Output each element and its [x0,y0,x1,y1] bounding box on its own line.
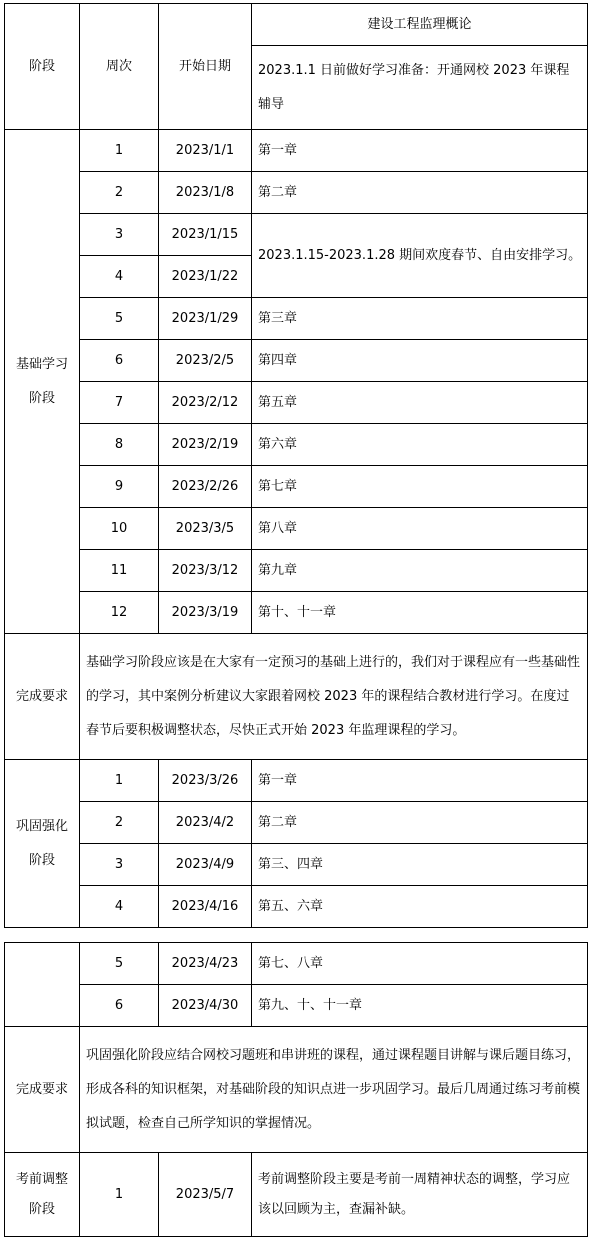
week-cell: 5 [80,943,159,985]
content-cell: 第九、十、十一章 [252,985,588,1027]
content-cell: 第三章 [252,298,588,340]
date-cell: 2023/2/5 [159,340,252,382]
content-cell: 第七章 [252,466,588,508]
header-subject: 建设工程监理概论 [252,4,588,46]
week-cell: 7 [80,382,159,424]
consolidation-stage-label-line2: 阶段 [28,852,55,868]
date-cell: 2023/1/1 [159,130,252,172]
content-cell: 第五、六章 [252,886,588,928]
content-cell: 第二章 [252,172,588,214]
header-week: 周次 [80,4,159,130]
basic-requirement-text: 基础学习阶段应该是在大家有一定预习的基础上进行的，我们对于课程应有一些基础性的学习，其中案例分析建议大家跟着网校 2023 年的课程结合教材进行学习。在度过春节后要积极调整状态，尽快正式开始 2023 年监理课程的学习。 [80,634,588,760]
date-cell: 2023/4/9 [159,844,252,886]
consolidation-requirement-label: 完成要求 [5,1027,80,1153]
date-cell: 2023/2/19 [159,424,252,466]
study-plan-table-part2 [4,942,588,1237]
consolidation-requirement-text: 巩固强化阶段应结合网校习题班和串讲班的课程，通过课程题目讲解与课后题目练习，形成各科的知识框架，对基础阶段的知识点进一步巩固学习。最后几周通过练习考前模拟试题，检查自己所学知识的掌握情况。 [80,1027,588,1153]
content-cell: 第一章 [252,130,588,172]
final-stage-label-line1: 考前调整 [15,1171,68,1187]
date-cell: 2023/4/23 [159,943,252,985]
content-cell: 第九章 [252,550,588,592]
content-cell: 第二章 [252,802,588,844]
date-cell: 2023/2/12 [159,382,252,424]
week-cell: 4 [80,886,159,928]
content-cell: 第七、八章 [252,943,588,985]
date-cell: 2023/3/26 [159,760,252,802]
week-cell: 8 [80,424,159,466]
week-cell: 12 [80,592,159,634]
date-cell: 2023/2/26 [159,466,252,508]
week-cell: 6 [80,340,159,382]
date-cell: 2023/4/2 [159,802,252,844]
study-plan-table-part1 [4,3,588,928]
week-cell: 6 [80,985,159,1027]
content-cell: 第四章 [252,340,588,382]
date-cell: 2023/3/5 [159,508,252,550]
content-cell: 第五章 [252,382,588,424]
final-stage-content: 考前调整阶段主要是考前一周精神状态的调整，学习应该以回顾为主，查漏补缺。 [252,1153,588,1237]
header-prep-note: 2023.1.1 日前做好学习准备：开通网校 2023 年课程辅导 [252,46,588,130]
date-cell: 2023/3/12 [159,550,252,592]
week-cell: 1 [80,1153,159,1237]
consolidation-stage-continued [5,943,80,1027]
week-cell: 3 [80,844,159,886]
final-stage-label [5,1153,80,1237]
date-cell: 2023/5/7 [159,1153,252,1237]
week-cell: 4 [80,256,159,298]
week-cell: 11 [80,550,159,592]
content-cell: 第十、十一章 [252,592,588,634]
week-cell: 1 [80,760,159,802]
week-cell: 5 [80,298,159,340]
page-break [0,932,590,942]
holiday-note-cell: 2023.1.15-2023.1.28 期间欢度春节、自由安排学习。 [252,214,588,298]
basic-stage-label [5,130,80,634]
header-start-date: 开始日期 [159,4,252,130]
week-cell: 2 [80,802,159,844]
consolidation-stage-label [5,760,80,928]
date-cell: 2023/1/22 [159,256,252,298]
basic-stage-label-line1: 基础学习 [15,356,68,372]
week-cell: 3 [80,214,159,256]
date-cell: 2023/1/15 [159,214,252,256]
week-cell: 2 [80,172,159,214]
date-cell: 2023/3/19 [159,592,252,634]
final-stage-label-line2: 阶段 [28,1201,55,1217]
basic-stage-label-line2: 阶段 [28,390,55,406]
date-cell: 2023/4/30 [159,985,252,1027]
basic-requirement-label: 完成要求 [5,634,80,760]
date-cell: 2023/1/29 [159,298,252,340]
week-cell: 1 [80,130,159,172]
content-cell: 第三、四章 [252,844,588,886]
header-stage: 阶段 [5,4,80,130]
date-cell: 2023/1/8 [159,172,252,214]
week-cell: 10 [80,508,159,550]
content-cell: 第八章 [252,508,588,550]
date-cell: 2023/4/16 [159,886,252,928]
week-cell: 9 [80,466,159,508]
content-cell: 第六章 [252,424,588,466]
content-cell: 第一章 [252,760,588,802]
consolidation-stage-label-line1: 巩固强化 [15,818,68,834]
